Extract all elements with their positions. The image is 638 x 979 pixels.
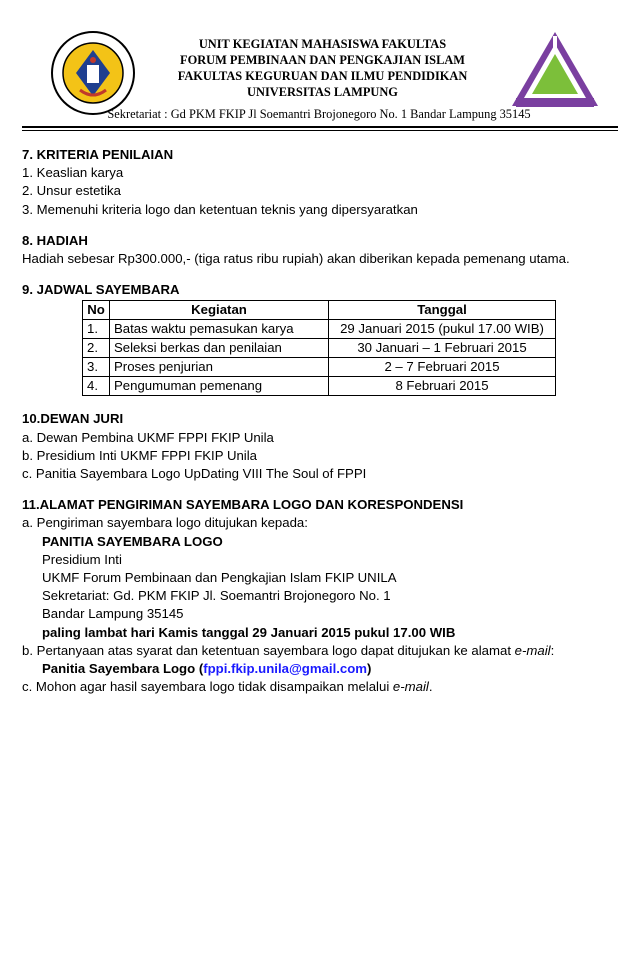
schedule-table	[82, 300, 556, 396]
cell-activity: Batas waktu pemasukan karya	[110, 320, 329, 339]
header-divider-thick	[22, 126, 618, 128]
cell-activity: Seleksi berkas dan penilaian	[110, 339, 329, 358]
org-line-4: UNIVERSITAS LAMPUNG	[247, 85, 398, 99]
no-email-text: c. Mohon agar hasil sayembara logo tidak disampaikan melalui	[22, 679, 393, 695]
col-header-no: No	[83, 301, 110, 320]
contact-suffix: )	[367, 661, 372, 677]
no-email-word: e-mail	[392, 679, 429, 695]
contact-prefix: Panitia Sayembara Logo (	[42, 661, 204, 677]
section-8-title: 8. HADIAH	[22, 232, 88, 248]
org-line-3: FAKULTAS KEGURUAN DAN ILMU PENDIDIKAN	[177, 69, 468, 83]
inquiry-text-main: b. Pertanyaan atas syarat dan ketentuan sayembara logo dapat ditujukan ke alamat	[22, 642, 515, 658]
inquiry-contact	[22, 660, 612, 678]
deadline-note: paling lambat hari Kamis tanggal 29 Januari 2015 pukul 17.00 WIB	[42, 624, 456, 640]
inquiry-email-word: e-mail	[514, 642, 551, 658]
contact-email-link[interactable]: fppi.fkip.unila@gmail.com	[203, 661, 368, 677]
criteria-item: 1. Keaslian karya	[22, 165, 124, 181]
cell-activity: Pengumuman pemenang	[110, 377, 329, 396]
cell-no: 4.	[83, 377, 110, 396]
cell-date: 2 – 7 Februari 2015	[329, 358, 556, 377]
cell-no: 3.	[83, 358, 110, 377]
address-recipient: PANITIA SAYEMBARA LOGO	[42, 533, 223, 549]
address-intro: a. Pengiriman sayembara logo ditujukan kepada:	[22, 515, 308, 531]
cell-activity: Proses penjurian	[110, 358, 329, 377]
cell-no: 1.	[83, 320, 110, 339]
cell-date: 30 Januari – 1 Februari 2015	[329, 339, 556, 358]
table-header-row	[83, 301, 556, 320]
org-line-2: FORUM PEMBINAAN DAN PENGKAJIAN ISLAM	[180, 53, 465, 67]
jury-item: c. Panitia Sayembara Logo UpDating VIII The Soul of FPPI	[22, 466, 367, 482]
cell-date: 29 Januari 2015 (pukul 17.00 WIB)	[329, 320, 556, 339]
col-header-activity: Kegiatan	[110, 301, 329, 320]
inquiry-colon: :	[550, 642, 555, 658]
header-divider-thin	[22, 130, 618, 131]
secretariat-address: Sekretariat : Gd PKM FKIP Jl Soemantri Brojonegoro No. 1 Bandar Lampung 35145	[107, 107, 531, 121]
criteria-item: 2. Unsur estetika	[22, 183, 121, 199]
prize-text: Hadiah sebesar Rp300.000,- (tiga ratus ribu rupiah) akan diberikan kepada pemenang utama.	[22, 251, 570, 267]
table-row	[83, 339, 556, 358]
address-line: Bandar Lampung 35145	[42, 606, 184, 622]
section-11-title: 11.ALAMAT PENGIRIMAN SAYEMBARA LOGO DAN KORESPONDENSI	[22, 497, 464, 513]
table-row	[83, 320, 556, 339]
section-7-title: 7. KRITERIA PENILAIAN	[22, 147, 174, 162]
criteria-item: 3. Memenuhi kriteria logo dan ketentuan teknis yang dipersyaratkan	[22, 201, 418, 217]
table-row	[83, 377, 556, 396]
jury-item: b. Presidium Inti UKMF FPPI FKIP Unila	[22, 447, 257, 463]
address-line: Presidium Inti	[42, 551, 122, 567]
section-10-title: 10.DEWAN JURI	[22, 411, 124, 427]
jury-item: a. Dewan Pembina UKMF FPPI FKIP Unila	[22, 429, 274, 445]
letterhead-text	[50, 36, 595, 100]
inquiry-text	[22, 642, 612, 660]
no-email-end: .	[428, 679, 433, 695]
cell-date: 8 Februari 2015	[329, 377, 556, 396]
document-body	[22, 146, 612, 696]
address-line: UKMF Forum Pembinaan dan Pengkajian Islam FKIP UNILA	[42, 570, 397, 586]
table-row	[83, 358, 556, 377]
section-9-title: 9. JADWAL SAYEMBARA	[22, 282, 180, 298]
col-header-date: Tanggal	[329, 301, 556, 320]
org-line-1: UNIT KEGIATAN MAHASISWA FAKULTAS	[198, 37, 447, 51]
address-line: Sekretariat: Gd. PKM FKIP Jl. Soemantri Brojonegoro No. 1	[42, 588, 391, 604]
no-email-note	[22, 678, 612, 696]
cell-no: 2.	[83, 339, 110, 358]
